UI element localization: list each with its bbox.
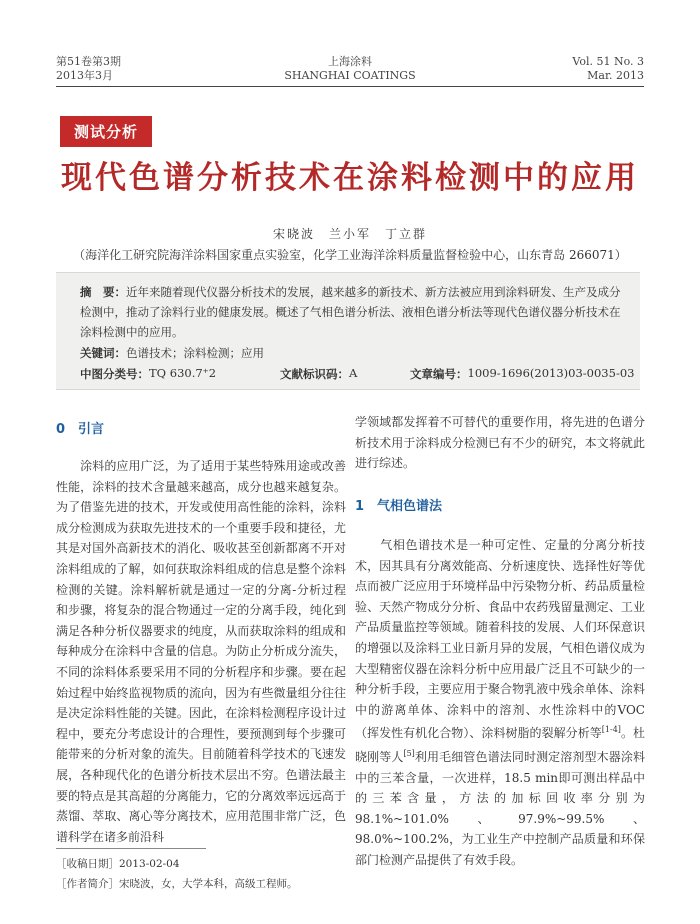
intro-heading: 0 引言 xyxy=(56,422,105,437)
article-title: 现代色谱分析技术在涂料检测中的应用 xyxy=(61,160,639,196)
author-bio: ［作者简介］宋晓波，女，大学本科，高级工程师。 xyxy=(56,878,298,890)
article-field xyxy=(410,366,635,382)
doc-value: A xyxy=(349,366,358,380)
gc-paragraph xyxy=(355,535,645,871)
article-value: 1009-1696(2013)03-0035-03 xyxy=(467,366,635,380)
authors: 宋晓波 兰小军 丁立群 xyxy=(272,227,427,241)
volume-issue: 第51卷第3期 xyxy=(56,55,121,68)
gc-text-a: 气相色谱技术是一种可定性、定量的分离分析技术，因其具有分离效能高、分析速度快、选择性好等优点而被广泛应用于环境样品中污染物分析、药品质量检验、天然产物成分分析、食品中农药残留量测定、工业产品质量监控等领域。随着科技的发展、人们环保意识的增强以及涂料工业日新月异的发展，气相色谱仪成为大型精密仪器在涂料分析中应用最广泛且不可缺少的一种分析手段，主要应用于聚合物乳液中残余单体、涂料中的游离单体、涂料中的溶剂、水性涂料中的VOC（挥发性有机化合物）、涂料树脂的裂解分析等 xyxy=(355,538,645,741)
intro-continued: 学领域都发挥着不可替代的重要作用，将先进的色谱分析技术用于涂料成分检测已有不少的研究，本文将就此进行综述。 xyxy=(355,415,645,471)
clc-field xyxy=(80,366,217,382)
abstract-text: 近年来随着现代仪器分析技术的发展，越来越多的新技术、新方法被应用到涂料研发、生产及成分检测中，推动了涂料行业的健康发展。概述了气相色谱分析法、液相色谱分析法等现代色谱仪器分析技术在涂料检测中的应用。 xyxy=(80,285,621,339)
citation-1-4: [1-4] xyxy=(601,725,621,735)
citation-5: [5] xyxy=(403,748,415,758)
issue-date-en: Mar. 2013 xyxy=(587,69,644,82)
doc-field xyxy=(280,366,358,382)
abstract xyxy=(80,282,625,342)
clc-label: 中图分类号： xyxy=(80,367,149,381)
journal-issue-info-en xyxy=(572,55,644,83)
keywords xyxy=(80,345,264,361)
volume-issue-en: Vol. 51 No. 3 xyxy=(572,55,644,68)
clc-value: TQ 630.7⁺2 xyxy=(149,366,217,380)
doc-label: 文献标识码： xyxy=(280,367,349,381)
abstract-label: 摘 要： xyxy=(80,285,126,299)
journal-name-en: SHANGHAI COATINGS xyxy=(284,69,416,82)
gc-text-b: 。杜晓刚等人 xyxy=(355,726,645,764)
affiliation: （海洋化工研究院海洋涂料国家重点实验室，化学工业海洋涂料质量监督检验中心，山东青岛 266071） xyxy=(73,248,627,262)
header-divider xyxy=(56,86,644,87)
intro-paragraph: 涂料的应用广泛，为了适用于某些特殊用途或改善性能，涂料的技术含量越来越高，成分也越来越复杂。为了借鉴先进的技术，开发或使用高性能的涂料，涂料成分检测成为获取先进技术的一个重要手段和捷径，尤其是对国外高新技术的消化、吸收甚至创新都离不开对涂料组成的了解，如何获取涂料组成的信息是整个涂料检测的关键。涂料解析就是通过一定的分离-分析过程和步骤，将复杂的混合物通过一定的分离手段，纯化到满足各种分析仪器要求的纯度，从而获取涂料的组成和每种成分在涂料中含量的信息。为防止分析成分流失，不同的涂料体系要采用不同的分析程序和步骤。要在起始过程中始终监视物质的流向，因为有些微量组分往往是决定涂料性能的关键。因此，在涂料检测程序设计过程中，要充分考虑设计的合理性，要预测到每个步骤可能带来的分析对象的流失。目前随着科学技术的飞速发展，各种现代化的色谱分析技术层出不穷。色谱法最主要的特点是其高超的分离能力，它的分离效率远远高于蒸馏、萃取、离心等分离技术，应用范围非常广泛，色谱科学在诸多前沿科 xyxy=(56,459,346,844)
article-label: 文章编号： xyxy=(410,367,468,381)
gc-heading: 1 气相色谱法 xyxy=(355,499,443,514)
footnote-divider xyxy=(56,848,206,849)
keywords-label: 关键词： xyxy=(80,346,126,360)
issue-date: 2013年3月 xyxy=(56,69,113,82)
journal-name-cn: 上海涂料 xyxy=(328,55,372,68)
received-date: ［收稿日期］2013-02-04 xyxy=(56,858,180,870)
gc-text-c: 利用毛细管色谱法同时测定溶剂型木器涂料中的三苯含量，一次进样，18.5 min即可测出样品中的三苯含量，方法的加标回收率分别为98.1%~101.0%、97.9%~99.5%、98.0%~100.2%，为工业生产中控制产品质量和环保部门检测产品提供了有效手段。 xyxy=(355,749,645,867)
section-tag: 测试分析 xyxy=(60,116,152,147)
keywords-value: 色谱技术；涂料检测；应用 xyxy=(126,346,264,360)
